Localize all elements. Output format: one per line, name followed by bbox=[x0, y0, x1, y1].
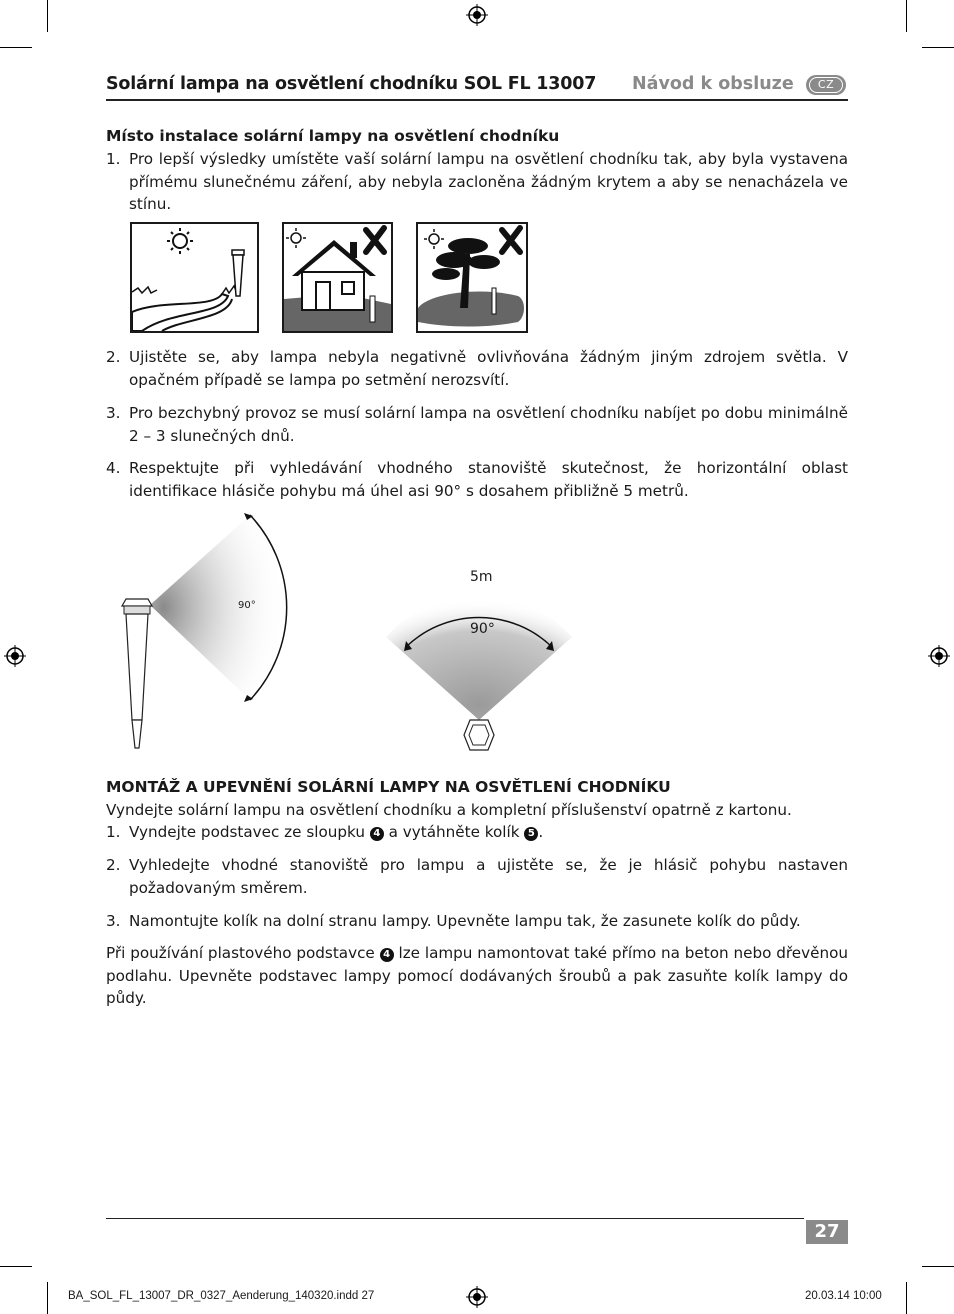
footer-rule bbox=[106, 1218, 804, 1219]
crop-mark bbox=[0, 47, 32, 48]
lamp-icon bbox=[122, 599, 152, 748]
print-date: 20.03.14 10:00 bbox=[805, 1290, 882, 1302]
note-text-part: Při používání plastového podstavce bbox=[106, 944, 375, 962]
list-text-part: Vyndejte podstavec ze sloupku bbox=[129, 823, 365, 841]
crop-mark bbox=[47, 0, 48, 32]
list-item bbox=[106, 854, 848, 899]
top-detection-diagram bbox=[384, 565, 574, 755]
list-item bbox=[106, 346, 848, 391]
list-number: 1. bbox=[106, 150, 121, 168]
lamp-icon bbox=[232, 250, 244, 296]
registration-mark-icon bbox=[928, 645, 950, 667]
header-rule bbox=[106, 99, 848, 101]
list-item bbox=[106, 402, 848, 447]
cross-icon bbox=[502, 228, 520, 252]
figure-sunny-path bbox=[130, 222, 259, 333]
file-info: BA_SOL_FL_13007_DR_0327_Aenderung_140320.indd 27 bbox=[68, 1290, 375, 1302]
crop-mark bbox=[0, 1266, 32, 1267]
section-heading-mounting: MONTÁŽ A UPEVNĚNÍ SOLÁRNÍ LAMPY NA OSVĚTLENÍ CHODNÍKU bbox=[106, 778, 671, 796]
intro-text: Vyndejte solární lampu na osvětlení chodníku a kompletní příslušenství opatrně z kartonu. bbox=[106, 801, 792, 819]
reference-marker: 4 bbox=[370, 827, 384, 841]
top-angle-label: 90° bbox=[470, 621, 495, 637]
house-icon bbox=[292, 240, 376, 310]
sun-icon bbox=[286, 228, 306, 248]
list-text: Respektujte při vyhledávání vhodného stanoviště skutečnost, že horizontální oblast identifikace hlásiče pohybu má úhel asi 90° s dosahem přibližně 5 metrů. bbox=[129, 459, 848, 500]
list-item bbox=[106, 457, 848, 502]
list-text: Pro bezchybný provoz se musí solární lampa na osvětlení chodníku nabíjet po dobu minimálně 2 – 3 slunečných dnů. bbox=[129, 404, 848, 445]
language-badge bbox=[806, 75, 846, 95]
list-text: Vyhledejte vhodné stanoviště pro lampu a ujistěte se, že je hlásič pohybu nastaven požadovaným směrem. bbox=[129, 856, 848, 897]
list-text-part: . bbox=[538, 823, 544, 841]
list-number: 3. bbox=[106, 404, 121, 422]
section-heading-placement: Místo instalace solární lampy na osvětlení chodníku bbox=[106, 127, 560, 145]
reference-marker: 5 bbox=[524, 827, 538, 841]
manual-label: Návod k obsluze bbox=[632, 74, 794, 94]
sun-icon bbox=[167, 228, 193, 254]
page-number: 27 bbox=[806, 1220, 848, 1244]
registration-mark-icon bbox=[466, 1286, 488, 1308]
note-text-part: lze lampu namontovat také přímo na beton nebo dřevěnou podlahu. Upevněte podstavec lampy pomocí dodávaných šroubů a pak zasuňte kolík lampy do půdy. bbox=[106, 944, 848, 1007]
list-number: 1. bbox=[106, 823, 121, 841]
language-badge-label: CZ bbox=[809, 77, 843, 93]
lamp-icon bbox=[492, 288, 496, 314]
crop-mark bbox=[906, 1282, 907, 1314]
list-text: Ujistěte se, aby lampa nebyla negativně ovlivňována žádným jiným zdrojem světla. V opačném případě se lampa po setmění nerozsvítí. bbox=[129, 348, 848, 389]
list-text bbox=[129, 821, 848, 844]
list-item bbox=[106, 821, 848, 844]
list-number: 2. bbox=[106, 856, 121, 874]
list-item bbox=[106, 148, 848, 216]
list-number: 2. bbox=[106, 348, 121, 366]
sensor-icon bbox=[464, 720, 494, 750]
registration-mark-icon bbox=[4, 645, 26, 667]
note-paragraph bbox=[106, 942, 848, 1010]
side-detection-diagram bbox=[110, 510, 290, 755]
reference-marker: 4 bbox=[380, 948, 394, 962]
lamp-icon bbox=[370, 296, 375, 322]
list-text: Pro lepší výsledky umístěte vaší solární lampu na osvětlení chodníku tak, aby byla vystavena přímému slunečnému záření, aby nebyla zacloněna žádným krytem a aby se nenacházela ve stínu. bbox=[129, 150, 848, 213]
list-item bbox=[106, 910, 848, 933]
side-angle-label: 90° bbox=[238, 600, 256, 611]
figure-house-shade bbox=[282, 222, 393, 333]
cross-icon bbox=[366, 228, 384, 252]
list-number: 4. bbox=[106, 459, 121, 477]
crop-mark bbox=[906, 0, 907, 32]
figure-tree-shade bbox=[416, 222, 528, 333]
crop-mark bbox=[922, 1266, 954, 1267]
list-text-part: a vytáhněte kolík bbox=[388, 823, 520, 841]
crop-mark bbox=[47, 1282, 48, 1314]
range-label: 5m bbox=[470, 569, 493, 585]
registration-mark-icon bbox=[466, 4, 488, 26]
sun-icon bbox=[424, 229, 444, 249]
list-text: Namontujte kolík na dolní stranu lampy. Upevněte lampu tak, že zasunete kolík do půdy. bbox=[129, 912, 801, 930]
list-number: 3. bbox=[106, 912, 121, 930]
document-title: Solární lampa na osvětlení chodníku SOL FL 13007 bbox=[106, 74, 597, 94]
crop-mark bbox=[922, 47, 954, 48]
path-icon bbox=[132, 286, 237, 331]
